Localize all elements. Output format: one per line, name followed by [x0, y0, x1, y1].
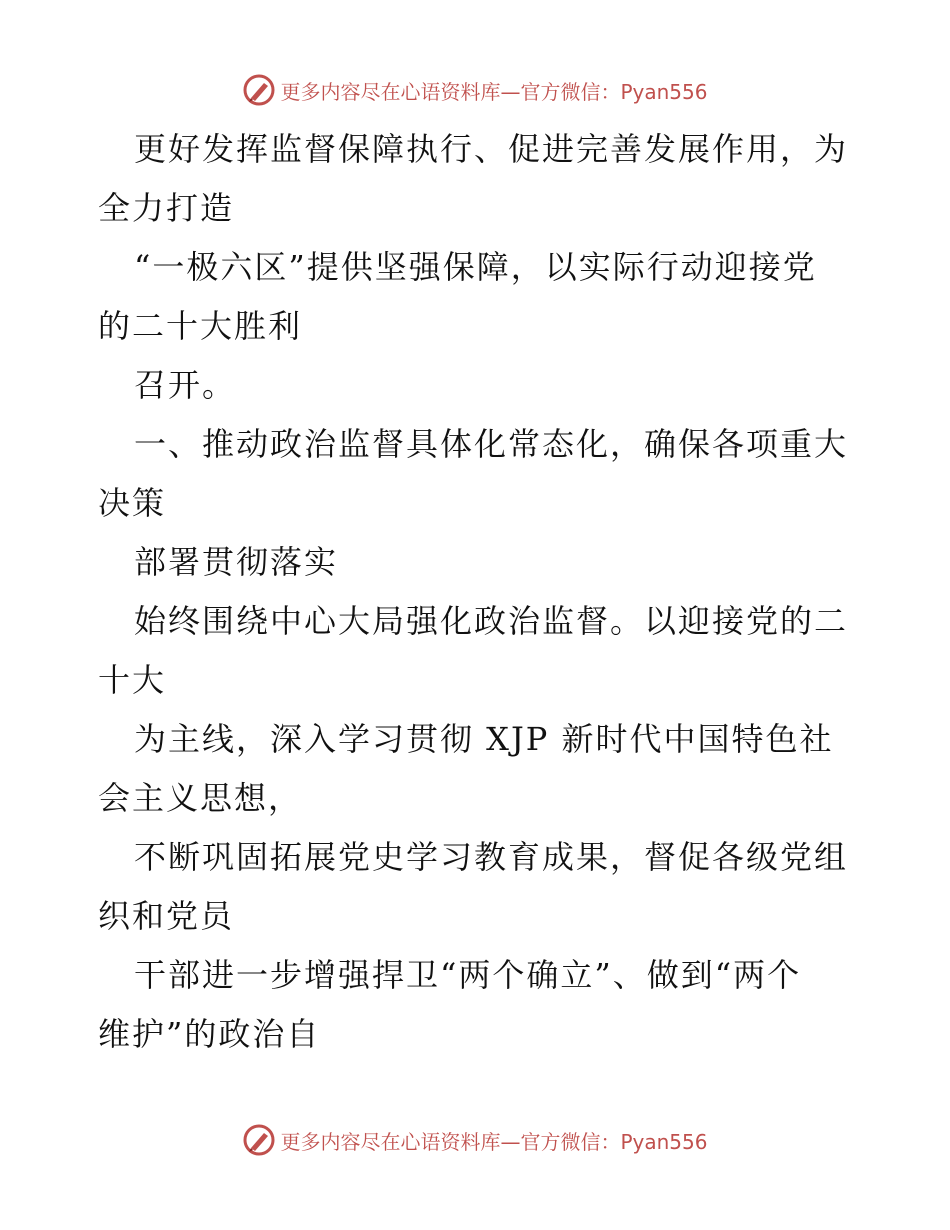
text-line: 的二十大胜利 [98, 307, 303, 345]
text-line: 干部进一步增强捍卫“两个确立”、做到“两个 [134, 956, 802, 994]
text-line: 部署贯彻落实 [134, 543, 339, 581]
watermark-text: 更多内容尽在心语资料库—官方微信：Pyan556 [280, 1129, 708, 1154]
text-line: 织和党员 [98, 897, 235, 935]
text-line: 为主线，深入学习贯彻 XJP 新时代中国特色社 [134, 720, 834, 758]
text-line: 召开。 [134, 366, 237, 404]
text-line: 维护”的政治自 [98, 1015, 321, 1053]
pen-logo-icon [242, 73, 276, 107]
watermark-text: 更多内容尽在心语资料库—官方微信：Pyan556 [280, 79, 708, 104]
text-line: 不断巩固拓展党史学习教育成果，督促各级党组 [134, 838, 849, 876]
header-watermark [0, 70, 950, 110]
document-body [98, 120, 858, 1064]
section-heading-cont: 决策 [98, 484, 167, 522]
text-line: 全力打造 [98, 189, 235, 227]
section-heading: 一、推动政治监督具体化常态化，确保各项重大 [134, 425, 849, 463]
text-line: 始终围绕中心大局强化政治监督。以迎接党的二 [134, 602, 849, 640]
pen-logo-icon [242, 1123, 276, 1157]
text-line: 会主义思想， [98, 779, 303, 817]
text-line: “一极六区”提供坚强保障，以实际行动迎接党 [134, 248, 817, 286]
footer-watermark [0, 1120, 950, 1160]
text-line: 十大 [98, 661, 167, 699]
text-line: 更好发挥监督保障执行、促进完善发展作用，为 [134, 130, 849, 168]
